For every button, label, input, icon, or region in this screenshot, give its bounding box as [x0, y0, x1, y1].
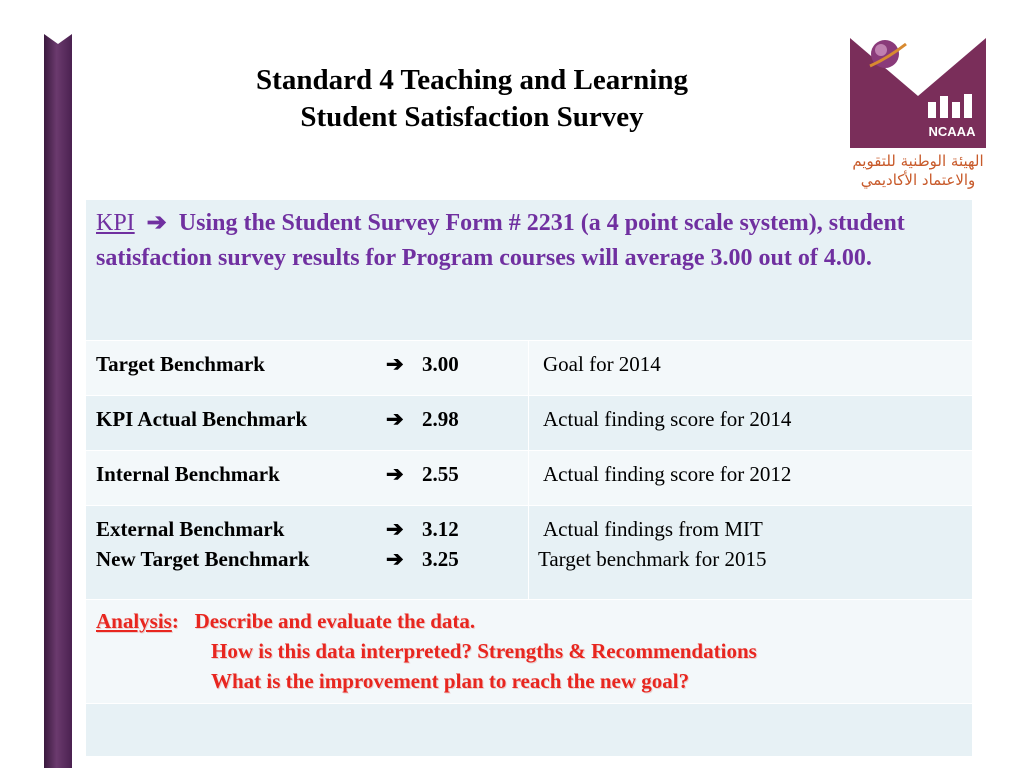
arrow-right-icon: ➔ — [386, 517, 404, 541]
logo-arabic-line-1: الهيئة الوطنية للتقويم — [852, 152, 984, 170]
arrow-right-icon: ➔ — [386, 462, 404, 486]
analysis-line-3: What is the improvement plan to reach the new goal? — [211, 669, 690, 693]
analysis-line-1: Describe and evaluate the data. — [194, 609, 476, 633]
ncaaa-logo — [848, 36, 988, 192]
benchmark-value: 3.00 — [422, 352, 459, 376]
analysis-label: Analysis — [96, 609, 172, 633]
logo-arabic-line-2: والاعتماد الأكاديمي — [860, 171, 976, 189]
benchmark-desc: Actual finding score for 2014 — [529, 396, 973, 451]
arrow-right-icon: ➔ — [386, 352, 404, 376]
analysis-row — [86, 600, 973, 704]
kpi-label: KPI — [96, 210, 135, 236]
table-row — [86, 451, 973, 506]
benchmark-value: 3.25 — [422, 547, 459, 571]
empty-cell — [86, 704, 973, 757]
benchmark-value: 2.98 — [422, 407, 459, 431]
benchmark-name: Target Benchmark — [96, 352, 265, 376]
kpi-text: Using the Student Survey Form # 2231 (a 4 point scale system), student satisfaction survey results for Program courses will average 3.00 out of 4.00. — [96, 210, 905, 271]
benchmark-desc — [529, 506, 973, 600]
benchmark-value: 3.12 — [422, 517, 459, 541]
kpi-row — [86, 200, 973, 341]
benchmark-name: External Benchmark — [96, 517, 285, 541]
slide-title — [172, 62, 772, 136]
benchmark-name: KPI Actual Benchmark — [96, 407, 308, 431]
benchmark-cell — [86, 396, 529, 451]
benchmark-cell — [86, 341, 529, 396]
table-row — [86, 396, 973, 451]
arrow-right-icon: ➔ — [146, 210, 167, 236]
title-line-1: Standard 4 Teaching and Learning — [256, 64, 688, 96]
logo-arabic-text — [848, 152, 988, 190]
decorative-left-bar — [44, 34, 72, 768]
analysis-line-2: How is this data interpreted? Strengths & Recommendations — [211, 639, 757, 663]
benchmark-name: New Target Benchmark — [96, 547, 310, 571]
kpi-cell — [86, 200, 973, 341]
benchmark-name: Internal Benchmark — [96, 462, 280, 486]
benchmark-cell — [86, 451, 529, 506]
arrow-right-icon: ➔ — [386, 547, 404, 571]
ncaaa-logo-icon — [848, 36, 988, 152]
benchmark-desc-line: Actual findings from MIT — [543, 517, 763, 541]
logo-badge-text: NCAAA — [928, 124, 976, 139]
arrow-right-icon: ➔ — [386, 407, 404, 431]
table-row — [86, 506, 973, 600]
benchmark-desc: Goal for 2014 — [529, 341, 973, 396]
kpi-table — [85, 199, 973, 757]
empty-row — [86, 704, 973, 757]
benchmark-desc: Actual finding score for 2012 — [529, 451, 973, 506]
benchmark-value: 2.55 — [422, 462, 459, 486]
table-row — [86, 341, 973, 396]
benchmark-cell — [86, 506, 529, 600]
benchmark-desc-line: Target benchmark for 2015 — [538, 547, 767, 571]
analysis-cell: Analysis: Describe and evaluate the data. How is this data interpreted? Strengths & Recommendations What is the improvement plan to reach the new goal? — [86, 600, 973, 704]
title-line-2: Student Satisfaction Survey — [300, 101, 644, 133]
decorative-left-bar-notch — [44, 34, 72, 44]
